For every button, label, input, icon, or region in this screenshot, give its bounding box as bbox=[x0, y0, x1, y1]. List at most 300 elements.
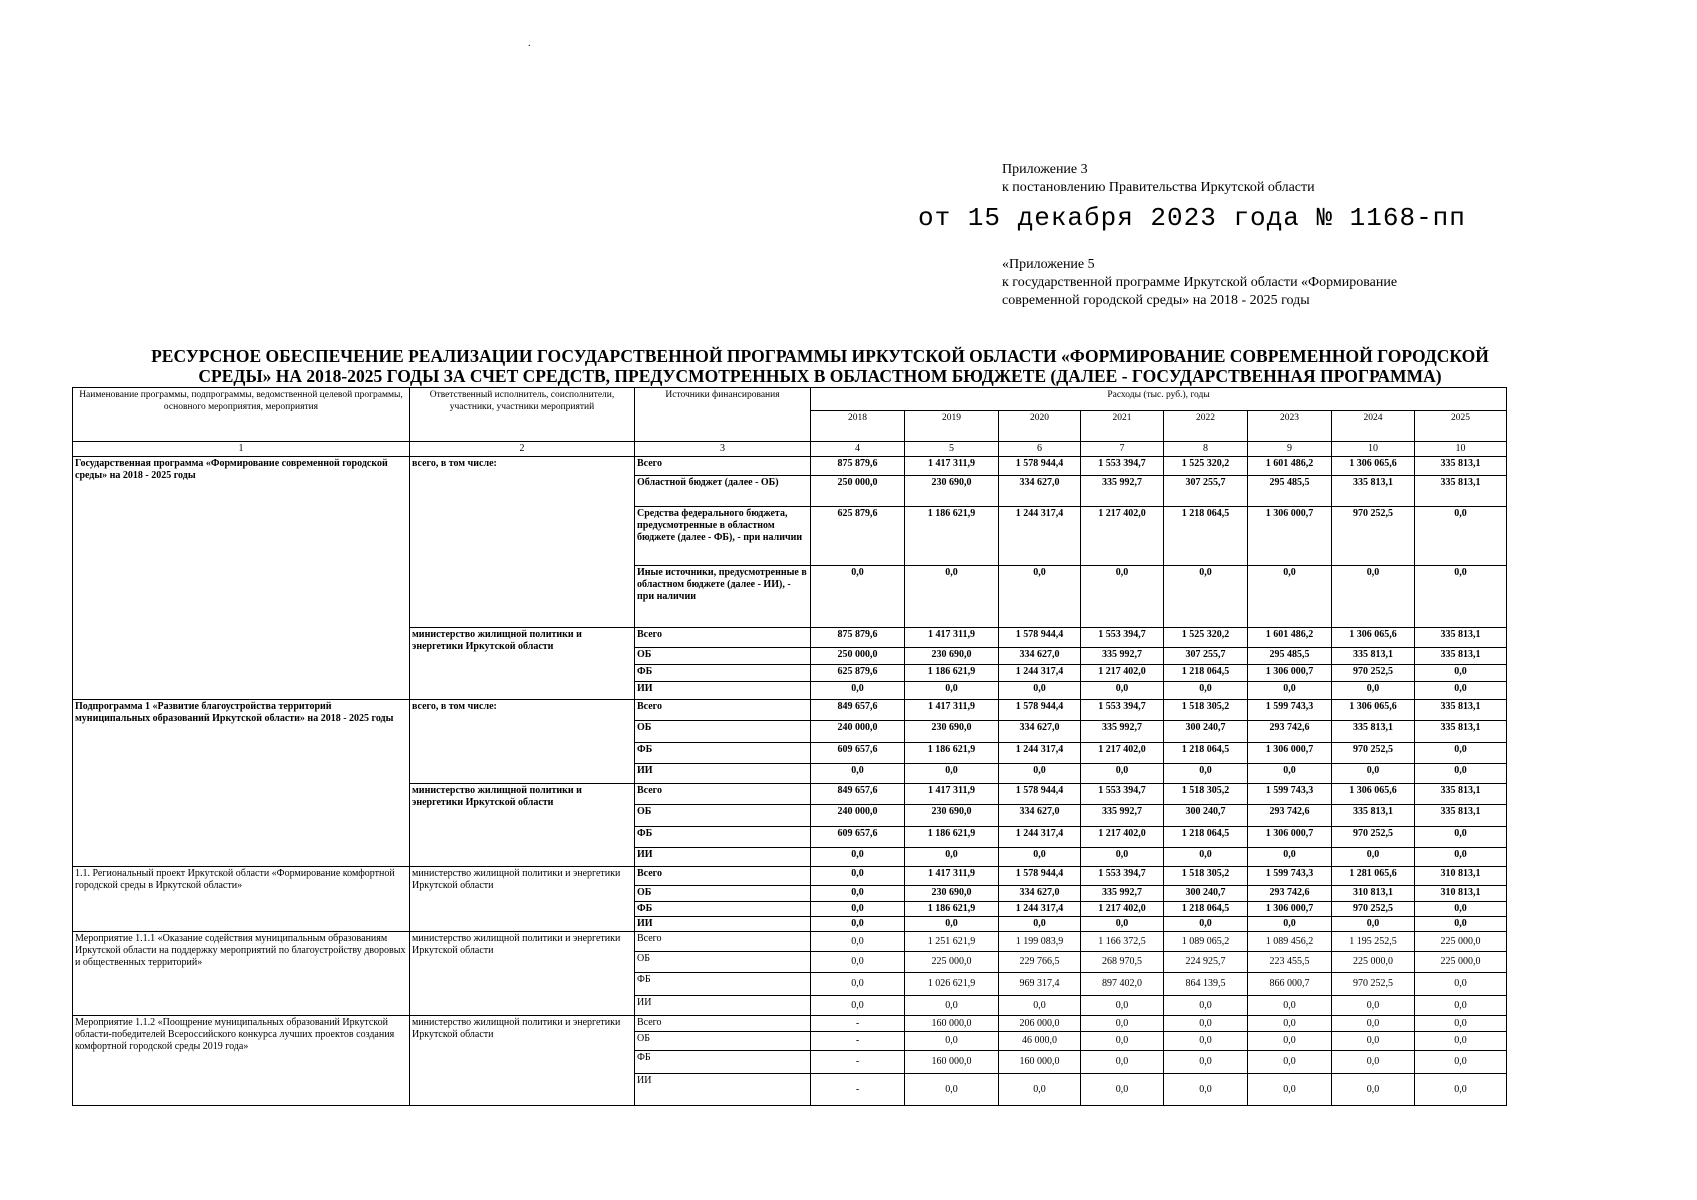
expense-value: 970 252,5 bbox=[1332, 902, 1415, 917]
expense-value: 0,0 bbox=[1164, 1051, 1248, 1074]
expense-value: 0,0 bbox=[1415, 682, 1507, 700]
expense-value: 0,0 bbox=[1248, 1032, 1332, 1051]
expense-value: 1 518 305,2 bbox=[1164, 700, 1248, 721]
expense-value: 0,0 bbox=[905, 1074, 999, 1106]
expense-value: 1 599 743,3 bbox=[1248, 867, 1332, 886]
expense-value: 334 627,0 bbox=[999, 648, 1081, 665]
expense-value: 0,0 bbox=[1415, 917, 1507, 932]
expense-value: 0,0 bbox=[1081, 848, 1164, 867]
expense-value: 0,0 bbox=[999, 764, 1081, 784]
expense-value: 1 601 486,2 bbox=[1248, 457, 1332, 476]
table-row bbox=[73, 1016, 1507, 1032]
funding-source: ИИ bbox=[635, 682, 811, 700]
program-name: Мероприятие 1.1.1 «Оказание содействия муниципальным образованиям Иркутской области на поддержку мероприятий по благоустройству дворовых и общественных территорий» bbox=[73, 932, 410, 1016]
expense-value: 225 000,0 bbox=[1415, 952, 1507, 973]
expense-value: 625 879,6 bbox=[811, 665, 905, 682]
column-number: 8 bbox=[1164, 442, 1248, 457]
expense-value: 334 627,0 bbox=[999, 886, 1081, 902]
expense-value: 0,0 bbox=[1415, 665, 1507, 682]
expense-value: 160 000,0 bbox=[905, 1051, 999, 1074]
expense-value: 0,0 bbox=[1081, 682, 1164, 700]
expense-value: 1 518 305,2 bbox=[1164, 784, 1248, 805]
expense-value: 250 000,0 bbox=[811, 648, 905, 665]
expense-value: 0,0 bbox=[905, 996, 999, 1016]
expense-value: 0,0 bbox=[1332, 1016, 1415, 1032]
expense-value: 1 281 065,6 bbox=[1332, 867, 1415, 886]
funding-source: ИИ bbox=[635, 917, 811, 932]
expense-value: 0,0 bbox=[1081, 1032, 1164, 1051]
funding-source: ФБ bbox=[635, 1051, 811, 1074]
funding-source: Всего bbox=[635, 457, 811, 476]
expense-value: 293 742,6 bbox=[1248, 805, 1332, 827]
expense-value: 1 166 372,5 bbox=[1081, 932, 1164, 952]
expense-value: 1 417 311,9 bbox=[905, 784, 999, 805]
expense-value: 1 306 065,6 bbox=[1332, 457, 1415, 476]
funding-source: ОБ bbox=[635, 805, 811, 827]
column-number: 1 bbox=[73, 442, 410, 457]
top-mark: . bbox=[528, 38, 531, 49]
expense-value: 0,0 bbox=[811, 848, 905, 867]
expense-value: 1 306 000,7 bbox=[1248, 827, 1332, 848]
expense-value: 335 813,1 bbox=[1415, 784, 1507, 805]
expense-value: 0,0 bbox=[1248, 1051, 1332, 1074]
document-title bbox=[60, 346, 1580, 386]
expense-value: 0,0 bbox=[1248, 764, 1332, 784]
appendix-3-label: Приложение 3 bbox=[1002, 162, 1088, 177]
expense-value: 334 627,0 bbox=[999, 721, 1081, 743]
expense-value: 970 252,5 bbox=[1332, 973, 1415, 996]
expense-value: 293 742,6 bbox=[1248, 886, 1332, 902]
expense-value: 0,0 bbox=[905, 1032, 999, 1051]
expense-value: 300 240,7 bbox=[1164, 805, 1248, 827]
expense-value: 1 186 621,9 bbox=[905, 827, 999, 848]
expense-value: 1 217 402,0 bbox=[1081, 902, 1164, 917]
expense-value: 335 813,1 bbox=[1415, 805, 1507, 827]
expense-value: 1 026 621,9 bbox=[905, 973, 999, 996]
expense-value: 1 244 317,4 bbox=[999, 507, 1081, 566]
expense-value: 1 306 065,6 bbox=[1332, 784, 1415, 805]
expense-value: 0,0 bbox=[1332, 682, 1415, 700]
expense-value: 0,0 bbox=[1164, 1074, 1248, 1106]
expense-value: 335 992,7 bbox=[1081, 648, 1164, 665]
expense-value: 1 417 311,9 bbox=[905, 867, 999, 886]
expense-value: 1 218 064,5 bbox=[1164, 902, 1248, 917]
column-number: 5 bbox=[905, 442, 999, 457]
header-year: 2025 bbox=[1415, 411, 1507, 442]
expense-value: 334 627,0 bbox=[999, 805, 1081, 827]
expense-value: 335 813,1 bbox=[1415, 476, 1507, 507]
expense-value: - bbox=[811, 1032, 905, 1051]
column-number: 3 bbox=[635, 442, 811, 457]
expense-value: 0,0 bbox=[811, 917, 905, 932]
executor-cell: министерство жилищной политики и энергетики Иркутской области bbox=[410, 932, 635, 1016]
expense-value: 230 690,0 bbox=[905, 805, 999, 827]
expense-value: 295 485,5 bbox=[1248, 476, 1332, 507]
header-year: 2019 bbox=[905, 411, 999, 442]
expense-value: 230 690,0 bbox=[905, 886, 999, 902]
expense-value: 0,0 bbox=[1415, 1051, 1507, 1074]
appendix-3-block bbox=[1002, 161, 1472, 197]
expense-value: 0,0 bbox=[1332, 848, 1415, 867]
expense-value: 0,0 bbox=[905, 764, 999, 784]
expense-value: 1 553 394,7 bbox=[1081, 867, 1164, 886]
expense-value: 1 217 402,0 bbox=[1081, 665, 1164, 682]
funding-source: Всего bbox=[635, 932, 811, 952]
funding-source: Всего bbox=[635, 1016, 811, 1032]
expense-value: 0,0 bbox=[1081, 764, 1164, 784]
expense-value: 224 925,7 bbox=[1164, 952, 1248, 973]
expense-value: 0,0 bbox=[1081, 566, 1164, 628]
expense-value: 866 000,7 bbox=[1248, 973, 1332, 996]
expense-value: 335 813,1 bbox=[1332, 805, 1415, 827]
funding-source: ИИ bbox=[635, 1074, 811, 1106]
expense-value: 295 485,5 bbox=[1248, 648, 1332, 665]
expense-value: 250 000,0 bbox=[811, 476, 905, 507]
program-name: Подпрограмма 1 «Развитие благоустройства территорий муниципальных образований Иркутской области» на 2018 - 2025 годы bbox=[73, 700, 410, 867]
expense-value: 1 525 320,2 bbox=[1164, 457, 1248, 476]
expense-value: 229 766,5 bbox=[999, 952, 1081, 973]
column-number: 6 bbox=[999, 442, 1081, 457]
expense-value: 0,0 bbox=[1332, 917, 1415, 932]
expense-value: 1 306 065,6 bbox=[1332, 628, 1415, 648]
expense-value: 1 417 311,9 bbox=[905, 628, 999, 648]
expense-value: 0,0 bbox=[905, 682, 999, 700]
expense-value: 0,0 bbox=[811, 902, 905, 917]
expense-value: 0,0 bbox=[905, 566, 999, 628]
funding-source: ОБ bbox=[635, 952, 811, 973]
expense-value: 1 553 394,7 bbox=[1081, 628, 1164, 648]
expense-value: 1 306 000,7 bbox=[1248, 743, 1332, 764]
expense-value: 1 244 317,4 bbox=[999, 827, 1081, 848]
expense-value: 307 255,7 bbox=[1164, 648, 1248, 665]
expense-value: 0,0 bbox=[1415, 566, 1507, 628]
expense-value: 0,0 bbox=[1332, 1032, 1415, 1051]
funding-source: Средства федерального бюджета, предусмотренные в областном бюджете (далее - ФБ), - при наличии bbox=[635, 507, 811, 566]
expense-value: 0,0 bbox=[811, 886, 905, 902]
expense-value: 0,0 bbox=[1415, 1032, 1507, 1051]
expense-value: 334 627,0 bbox=[999, 476, 1081, 507]
expense-value: 1 186 621,9 bbox=[905, 507, 999, 566]
funding-source: Всего bbox=[635, 784, 811, 805]
executor-cell: всего, в том числе: bbox=[410, 700, 635, 784]
expense-value: 1 218 064,5 bbox=[1164, 743, 1248, 764]
executor-cell: министерство жилищной политики и энергетики Иркутской области bbox=[410, 867, 635, 932]
column-number: 7 bbox=[1081, 442, 1164, 457]
expense-value: 0,0 bbox=[999, 566, 1081, 628]
expense-value: 0,0 bbox=[1332, 764, 1415, 784]
expense-value: 0,0 bbox=[999, 1074, 1081, 1106]
expense-value: 335 992,7 bbox=[1081, 886, 1164, 902]
funding-source: ОБ bbox=[635, 886, 811, 902]
expense-value: 230 690,0 bbox=[905, 648, 999, 665]
expense-value: 0,0 bbox=[1248, 682, 1332, 700]
expense-value: 875 879,6 bbox=[811, 628, 905, 648]
expense-value: 230 690,0 bbox=[905, 721, 999, 743]
funding-source: ИИ bbox=[635, 848, 811, 867]
resource-table bbox=[72, 387, 1507, 1106]
expense-value: 0,0 bbox=[1164, 566, 1248, 628]
expense-value: 1 599 743,3 bbox=[1248, 784, 1332, 805]
title-line-2: СРЕДЫ» НА 2018-2025 ГОДЫ ЗА СЧЕТ СРЕДСТВ, ПРЕДУСМОТРЕННЫХ В ОБЛАСТНОМ БЮДЖЕТЕ (ДАЛЕЕ - ГОСУДАРСТВЕННАЯ ПРОГРАММА) bbox=[198, 366, 1442, 386]
expense-value: 335 992,7 bbox=[1081, 805, 1164, 827]
expense-value: 310 813,1 bbox=[1332, 886, 1415, 902]
table-row bbox=[73, 867, 1507, 886]
expense-value: 1 306 000,7 bbox=[1248, 507, 1332, 566]
expense-value: 1 244 317,4 bbox=[999, 743, 1081, 764]
expense-value: 1 599 743,3 bbox=[1248, 700, 1332, 721]
header-expenses: Расходы (тыс. руб.), годы bbox=[811, 388, 1507, 411]
expense-value: 1 306 000,7 bbox=[1248, 902, 1332, 917]
program-name: Мероприятие 1.1.2 «Поощрение муниципальных образований Иркутской области-победителей Всероссийского конкурса лучших проектов создания комфортной городской среды 2019 года» bbox=[73, 1016, 410, 1106]
funding-source: ОБ bbox=[635, 648, 811, 665]
funding-source: Всего bbox=[635, 700, 811, 721]
expense-value: 0,0 bbox=[811, 952, 905, 973]
expense-value: 0,0 bbox=[811, 566, 905, 628]
expense-value: 0,0 bbox=[1248, 566, 1332, 628]
expense-value: 307 255,7 bbox=[1164, 476, 1248, 507]
expense-value: 1 306 000,7 bbox=[1248, 665, 1332, 682]
expense-value: 1 417 311,9 bbox=[905, 700, 999, 721]
expense-value: 1 244 317,4 bbox=[999, 902, 1081, 917]
expense-value: 0,0 bbox=[1248, 996, 1332, 1016]
expense-value: 225 000,0 bbox=[1332, 952, 1415, 973]
appendix-5-line-3: современной городской среды» на 2018 - 2025 годы bbox=[1002, 293, 1310, 308]
expense-value: 1 218 064,5 bbox=[1164, 665, 1248, 682]
executor-cell: всего, в том числе: bbox=[410, 457, 635, 628]
expense-value: 0,0 bbox=[1081, 996, 1164, 1016]
header-name: Наименование программы, подпрограммы, ведомственной целевой программы, основного мероприятия, мероприятия bbox=[73, 388, 410, 442]
expense-value: 0,0 bbox=[905, 848, 999, 867]
expense-value: 1 578 944,4 bbox=[999, 457, 1081, 476]
expense-value: 0,0 bbox=[1081, 1016, 1164, 1032]
funding-source: ОБ bbox=[635, 721, 811, 743]
expense-value: 1 578 944,4 bbox=[999, 784, 1081, 805]
expense-value: 225 000,0 bbox=[1415, 932, 1507, 952]
expense-value: - bbox=[811, 1051, 905, 1074]
column-number: 4 bbox=[811, 442, 905, 457]
expense-value: 897 402,0 bbox=[1081, 973, 1164, 996]
expense-value: 1 553 394,7 bbox=[1081, 457, 1164, 476]
funding-source: ФБ bbox=[635, 743, 811, 764]
header-year: 2022 bbox=[1164, 411, 1248, 442]
header-year: 2020 bbox=[999, 411, 1081, 442]
expense-value: 0,0 bbox=[1248, 1016, 1332, 1032]
expense-value: 335 992,7 bbox=[1081, 721, 1164, 743]
expense-value: 225 000,0 bbox=[905, 952, 999, 973]
expense-value: 0,0 bbox=[1415, 996, 1507, 1016]
expense-value: 293 742,6 bbox=[1248, 721, 1332, 743]
expense-value: 0,0 bbox=[905, 917, 999, 932]
expense-value: 0,0 bbox=[1415, 848, 1507, 867]
expense-value: 223 455,5 bbox=[1248, 952, 1332, 973]
funding-source: Областной бюджет (далее - ОБ) bbox=[635, 476, 811, 507]
expense-value: 1 199 083,9 bbox=[999, 932, 1081, 952]
expense-value: 0,0 bbox=[1164, 682, 1248, 700]
expense-value: 0,0 bbox=[811, 996, 905, 1016]
appendix-3-decree-ref: к постановлению Правительства Иркутской области bbox=[1002, 180, 1315, 195]
expense-value: 0,0 bbox=[1164, 996, 1248, 1016]
expense-value: 310 813,1 bbox=[1415, 886, 1507, 902]
appendix-5-block bbox=[1002, 256, 1472, 310]
expense-value: 0,0 bbox=[1248, 1074, 1332, 1106]
table-row bbox=[73, 932, 1507, 952]
expense-value: 1 186 621,9 bbox=[905, 902, 999, 917]
expense-value: 864 139,5 bbox=[1164, 973, 1248, 996]
expense-value: 0,0 bbox=[1248, 848, 1332, 867]
expense-value: 240 000,0 bbox=[811, 805, 905, 827]
expense-value: 1 186 621,9 bbox=[905, 665, 999, 682]
expense-value: 0,0 bbox=[1332, 996, 1415, 1016]
expense-value: 1 578 944,4 bbox=[999, 867, 1081, 886]
expense-value: 1 578 944,4 bbox=[999, 628, 1081, 648]
expense-value: 1 195 252,5 bbox=[1332, 932, 1415, 952]
funding-source: Всего bbox=[635, 628, 811, 648]
expense-value: 0,0 bbox=[1415, 973, 1507, 996]
table-row bbox=[73, 700, 1507, 721]
funding-source: ФБ bbox=[635, 973, 811, 996]
expense-value: 970 252,5 bbox=[1332, 743, 1415, 764]
expense-value: 335 992,7 bbox=[1081, 476, 1164, 507]
expense-value: 970 252,5 bbox=[1332, 507, 1415, 566]
expense-value: 0,0 bbox=[811, 867, 905, 886]
column-number: 10 bbox=[1415, 442, 1507, 457]
expense-value: 0,0 bbox=[999, 996, 1081, 1016]
expense-value: 0,0 bbox=[1415, 1016, 1507, 1032]
expense-value: - bbox=[811, 1074, 905, 1106]
header-year: 2018 bbox=[811, 411, 905, 442]
expense-value: 609 657,6 bbox=[811, 827, 905, 848]
expense-value: 1 186 621,9 bbox=[905, 743, 999, 764]
expense-value: 1 518 305,2 bbox=[1164, 867, 1248, 886]
expense-value: 0,0 bbox=[999, 917, 1081, 932]
header-executor: Ответственный исполнитель, соисполнители, участники, участники мероприятий bbox=[410, 388, 635, 442]
expense-value: 335 813,1 bbox=[1415, 457, 1507, 476]
funding-source: Всего bbox=[635, 867, 811, 886]
expense-value: 46 000,0 bbox=[999, 1032, 1081, 1051]
expense-value: 240 000,0 bbox=[811, 721, 905, 743]
expense-value: 849 657,6 bbox=[811, 784, 905, 805]
funding-source: Иные источники, предусмотренные в областном бюджете (далее - ИИ), - при наличии bbox=[635, 566, 811, 628]
expense-value: 0,0 bbox=[1164, 1016, 1248, 1032]
expense-value: 849 657,6 bbox=[811, 700, 905, 721]
expense-value: 0,0 bbox=[1415, 902, 1507, 917]
expense-value: 875 879,6 bbox=[811, 457, 905, 476]
program-name: 1.1. Региональный проект Иркутской области «Формирование комфортной городской среды в Иркутской области» bbox=[73, 867, 410, 932]
expense-value: 0,0 bbox=[1164, 848, 1248, 867]
expense-value: 970 252,5 bbox=[1332, 665, 1415, 682]
expense-value: 0,0 bbox=[999, 682, 1081, 700]
expense-value: 335 813,1 bbox=[1415, 700, 1507, 721]
funding-source: ФБ bbox=[635, 665, 811, 682]
executor-cell: министерство жилищной политики и энергетики Иркутской области bbox=[410, 1016, 635, 1106]
expense-value: 335 813,1 bbox=[1415, 721, 1507, 743]
expense-value: 1 089 456,2 bbox=[1248, 932, 1332, 952]
table-row bbox=[73, 457, 1507, 476]
expense-value: 609 657,6 bbox=[811, 743, 905, 764]
expense-value: 0,0 bbox=[811, 932, 905, 952]
expense-value: 206 000,0 bbox=[999, 1016, 1081, 1032]
expense-value: 335 813,1 bbox=[1415, 628, 1507, 648]
appendix-5-line-2: к государственной программе Иркутской области «Формирование bbox=[1002, 275, 1398, 290]
executor-cell: министерство жилищной политики и энергетики Иркутской области bbox=[410, 784, 635, 867]
expense-value: 0,0 bbox=[811, 764, 905, 784]
program-name: Государственная программа «Формирование современной городской среды» на 2018 - 2025 годы bbox=[73, 457, 410, 700]
column-number: 9 bbox=[1248, 442, 1332, 457]
title-line-1: РЕСУРСНОЕ ОБЕСПЕЧЕНИЕ РЕАЛИЗАЦИИ ГОСУДАРСТВЕННОЙ ПРОГРАММЫ ИРКУТСКОЙ ОБЛАСТИ «ФОРМИРОВАНИЕ СОВРЕМЕННОЙ ГОРОДСКОЙ bbox=[151, 346, 1489, 366]
expense-value: 1 218 064,5 bbox=[1164, 507, 1248, 566]
expense-value: 0,0 bbox=[1081, 1051, 1164, 1074]
expense-value: - bbox=[811, 1016, 905, 1032]
expense-value: 268 970,5 bbox=[1081, 952, 1164, 973]
column-number: 2 bbox=[410, 442, 635, 457]
expense-value: 0,0 bbox=[1248, 917, 1332, 932]
expense-value: 1 525 320,2 bbox=[1164, 628, 1248, 648]
expense-value: 1 601 486,2 bbox=[1248, 628, 1332, 648]
expense-value: 0,0 bbox=[1415, 764, 1507, 784]
expense-value: 0,0 bbox=[811, 682, 905, 700]
expense-value: 335 813,1 bbox=[1332, 476, 1415, 507]
expense-value: 1 089 065,2 bbox=[1164, 932, 1248, 952]
expense-value: 0,0 bbox=[1164, 1032, 1248, 1051]
funding-source: ФБ bbox=[635, 902, 811, 917]
expense-value: 160 000,0 bbox=[999, 1051, 1081, 1074]
expense-value: 1 217 402,0 bbox=[1081, 507, 1164, 566]
funding-source: ИИ bbox=[635, 996, 811, 1016]
expense-value: 300 240,7 bbox=[1164, 886, 1248, 902]
expense-value: 0,0 bbox=[1332, 1051, 1415, 1074]
expense-value: 1 553 394,7 bbox=[1081, 700, 1164, 721]
expense-value: 0,0 bbox=[1164, 917, 1248, 932]
expense-value: 1 217 402,0 bbox=[1081, 827, 1164, 848]
header-year: 2024 bbox=[1332, 411, 1415, 442]
expense-value: 0,0 bbox=[1081, 917, 1164, 932]
expense-value: 1 306 065,6 bbox=[1332, 700, 1415, 721]
expense-value: 335 813,1 bbox=[1415, 648, 1507, 665]
expense-value: 1 417 311,9 bbox=[905, 457, 999, 476]
expense-value: 1 578 944,4 bbox=[999, 700, 1081, 721]
expense-value: 230 690,0 bbox=[905, 476, 999, 507]
expense-value: 0,0 bbox=[811, 973, 905, 996]
expense-value: 0,0 bbox=[1332, 566, 1415, 628]
funding-source: ИИ bbox=[635, 764, 811, 784]
expense-value: 0,0 bbox=[1415, 827, 1507, 848]
expense-value: 625 879,6 bbox=[811, 507, 905, 566]
expense-value: 0,0 bbox=[1081, 1074, 1164, 1106]
appendix-5-label: «Приложение 5 bbox=[1002, 257, 1095, 272]
expense-value: 335 813,1 bbox=[1332, 648, 1415, 665]
header-source: Источники финансирования bbox=[635, 388, 811, 442]
header-year: 2023 bbox=[1248, 411, 1332, 442]
executor-cell: министерство жилищной политики и энергетики Иркутской области bbox=[410, 628, 635, 700]
expense-value: 0,0 bbox=[1415, 507, 1507, 566]
column-number: 10 bbox=[1332, 442, 1415, 457]
expense-value: 0,0 bbox=[999, 848, 1081, 867]
expense-value: 1 553 394,7 bbox=[1081, 784, 1164, 805]
expense-value: 969 317,4 bbox=[999, 973, 1081, 996]
expense-value: 300 240,7 bbox=[1164, 721, 1248, 743]
expense-value: 160 000,0 bbox=[905, 1016, 999, 1032]
expense-value: 0,0 bbox=[1164, 764, 1248, 784]
decree-date-number: от 15 декабря 2023 года № 1168-пп bbox=[918, 203, 1466, 233]
expense-value: 1 218 064,5 bbox=[1164, 827, 1248, 848]
expense-value: 1 217 402,0 bbox=[1081, 743, 1164, 764]
expense-value: 0,0 bbox=[1332, 1074, 1415, 1106]
expense-value: 970 252,5 bbox=[1332, 827, 1415, 848]
expense-value: 1 251 621,9 bbox=[905, 932, 999, 952]
funding-source: ОБ bbox=[635, 1032, 811, 1051]
funding-source: ФБ bbox=[635, 827, 811, 848]
expense-value: 0,0 bbox=[1415, 743, 1507, 764]
